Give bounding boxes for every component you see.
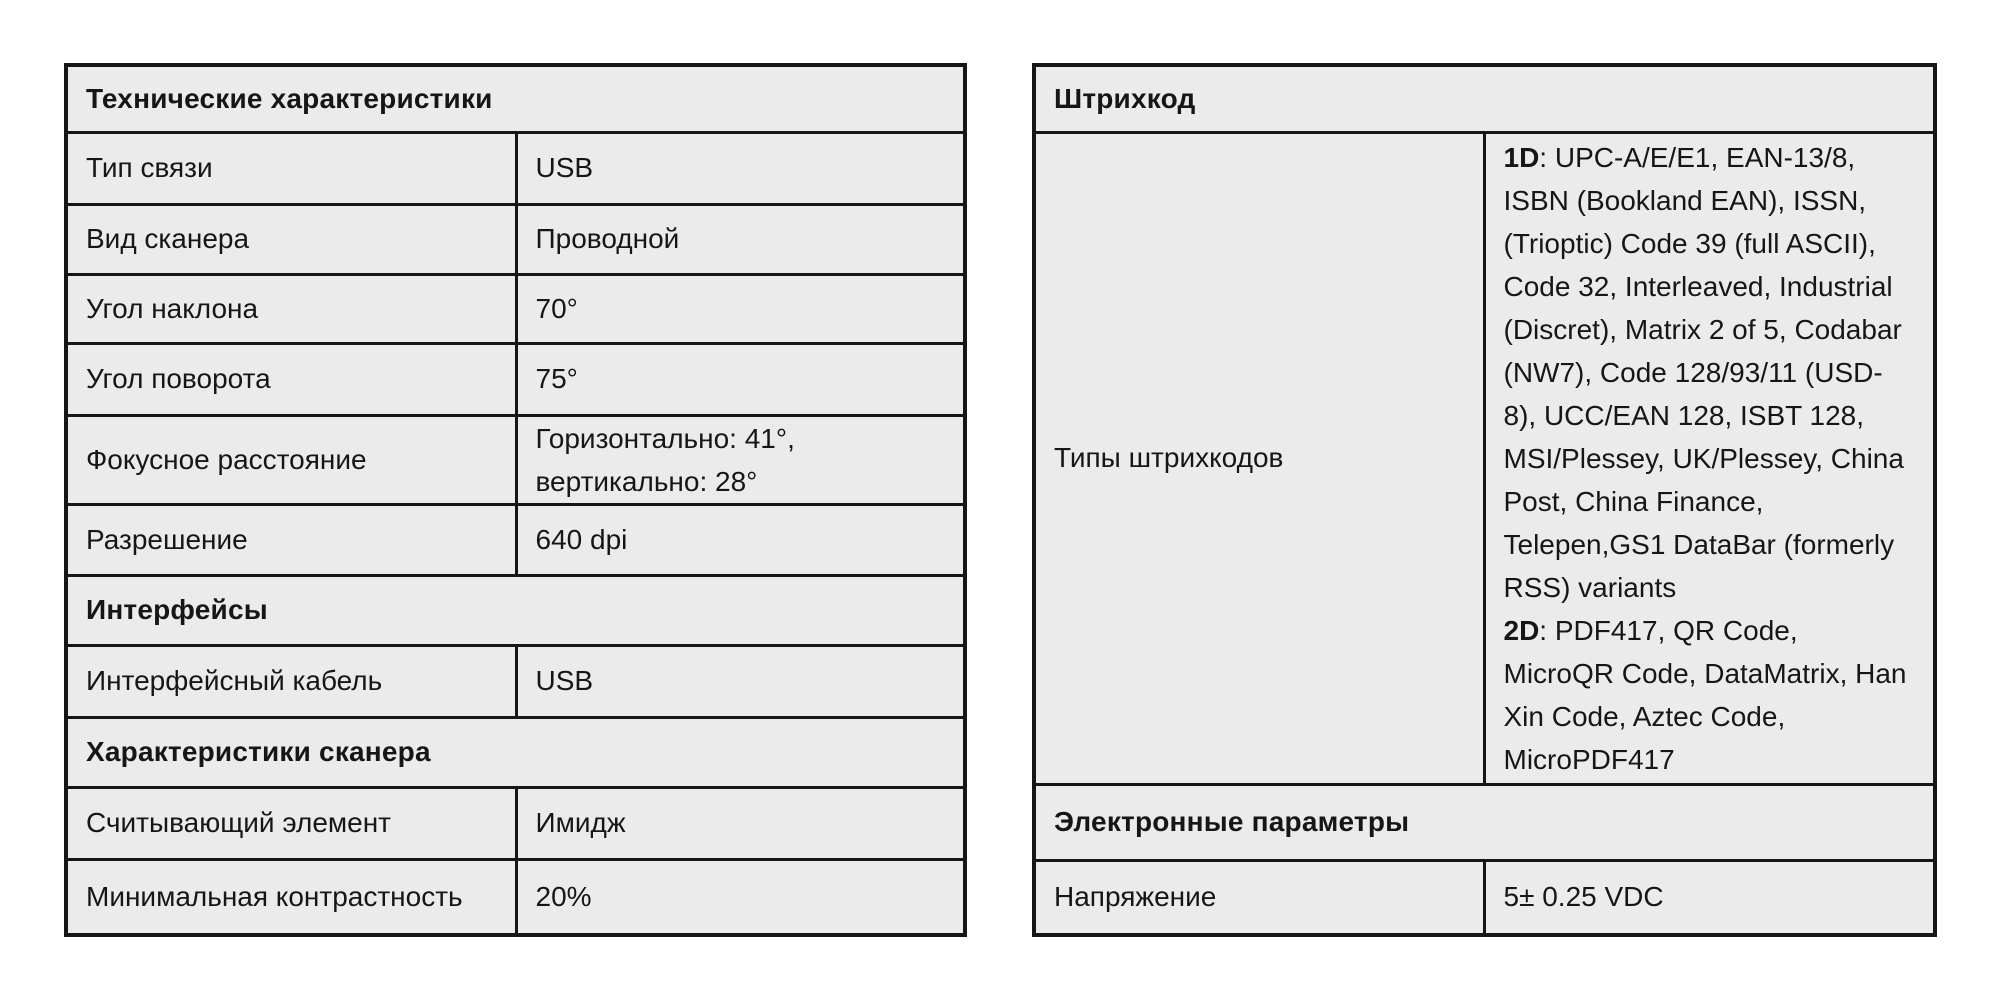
table-row	[66, 204, 965, 274]
table-row	[66, 132, 965, 204]
barcode-2d-text: : PDF417, QR Code, MicroQR Code, DataMatrix, Han Xin Code, Aztec Code, MicroPDF417	[1503, 614, 1907, 775]
barcode-2d-label: 2D	[1503, 614, 1540, 646]
table-row	[66, 859, 965, 935]
spec-label: Разрешение	[66, 504, 516, 575]
spec-value-text: Горизонтально: 41°, вертикально: 28°	[535, 422, 795, 497]
table-row	[66, 343, 965, 415]
spec-value: 70°	[516, 274, 965, 343]
barcode-1d-text: : UPC-A/E/E1, EAN-13/8, ISBN (Bookland EAN), ISSN, (Trioptic) Code 39 (full ASCII), Code 32, Interleaved, Industrial (Discret), Matrix 2 of 5, Codabar (NW7), Code 128/93/11 (USD-8), UCC/EAN 128, ISBT 128, MSI/Plessey, UK/Plessey, China Post, China Finance, Telepen,GS1 DataBar (formerly RSS) variants	[1503, 141, 1904, 603]
tech-specs-table	[64, 63, 967, 937]
barcode-1d-label: 1D	[1503, 141, 1540, 173]
table-row	[66, 504, 965, 575]
section-title: Интерфейсы	[66, 575, 965, 645]
spec-value: 20%	[516, 859, 965, 935]
table-row	[1034, 132, 1935, 784]
table-title-row	[66, 65, 965, 132]
spec-value: USB	[516, 645, 965, 717]
table-row	[66, 274, 965, 343]
spec-label: Считывающий элемент	[66, 787, 516, 859]
table-title: Технические характеристики	[66, 65, 965, 132]
section-title: Характеристики сканера	[66, 717, 965, 787]
spec-label: Фокусное расстояние	[66, 415, 516, 504]
table-row	[66, 645, 965, 717]
spec-value: USB	[516, 132, 965, 204]
spec-label: Вид сканера	[66, 204, 516, 274]
barcode-2d-line	[1504, 609, 1916, 781]
spec-label: Напряжение	[1034, 860, 1484, 935]
barcode-types-value	[1484, 132, 1935, 784]
spec-value: 640 dpi	[516, 504, 965, 575]
spec-value	[516, 415, 965, 504]
spec-value: Имидж	[516, 787, 965, 859]
spec-value: Проводной	[516, 204, 965, 274]
section-row	[66, 717, 965, 787]
spec-label: Минимальная контрастность	[66, 859, 516, 935]
table-row	[66, 415, 965, 504]
section-title: Электронные параметры	[1034, 784, 1935, 860]
spec-label: Угол поворота	[66, 343, 516, 415]
spec-value: 75°	[516, 343, 965, 415]
section-row	[66, 575, 965, 645]
table-title-row	[1034, 65, 1935, 132]
spec-label: Интерфейсный кабель	[66, 645, 516, 717]
section-row	[1034, 784, 1935, 860]
table-title: Штрихкод	[1034, 65, 1935, 132]
spec-label: Угол наклона	[66, 274, 516, 343]
barcode-1d-line	[1504, 136, 1916, 609]
spec-value: 5± 0.25 VDC	[1484, 860, 1935, 935]
table-row	[66, 787, 965, 859]
barcode-table	[1032, 63, 1937, 937]
spec-label: Тип связи	[66, 132, 516, 204]
table-row	[1034, 860, 1935, 935]
spec-label: Типы штрихкодов	[1034, 132, 1484, 784]
